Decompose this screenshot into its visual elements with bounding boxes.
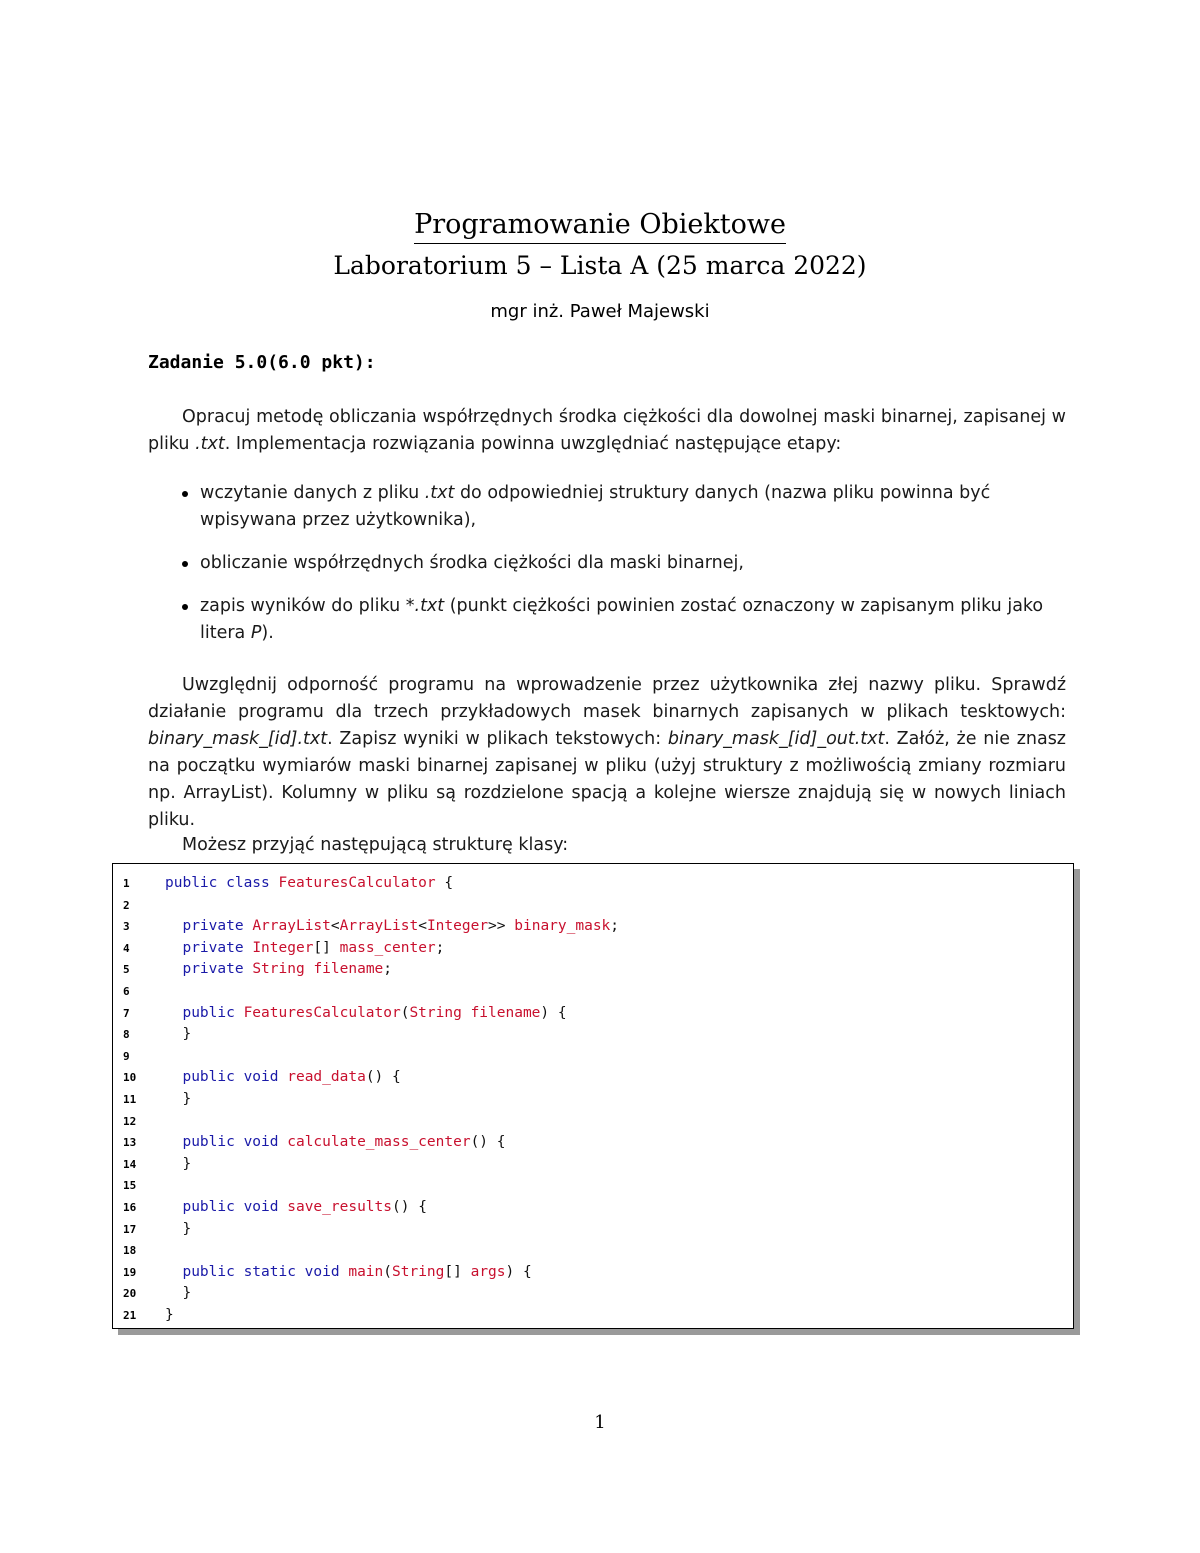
line-number: 7 [123, 1006, 130, 1020]
author: mgr inż. Paweł Majewski [490, 301, 710, 322]
code-line: 10 public void read_data() { [113, 1067, 1073, 1089]
code-line: 8 } [113, 1024, 1073, 1046]
list-item: zapis wyników do pliku *.txt (punkt ciężkości powinien zostać oznaczony w zapisanym pliku jako litera P). [148, 593, 1066, 647]
code-line: 7 public FeaturesCalculator(String filename) { [113, 1003, 1073, 1025]
line-number: 19 [123, 1265, 137, 1279]
line-number: 10 [123, 1071, 137, 1085]
code-line [113, 895, 1073, 917]
code-line: 11 } [113, 1089, 1073, 1111]
code-line: 17 } [113, 1219, 1073, 1241]
code-line [113, 1240, 1073, 1262]
structure-intro-paragraph: Możesz przyjąć następującą strukturę klasy: [182, 835, 569, 855]
line-number: 5 [123, 963, 130, 977]
task-heading: Zadanie 5.0(6.0 pkt): [148, 352, 376, 373]
line-number: 16 [123, 1200, 137, 1214]
line-number: 15 [123, 1179, 137, 1193]
code-line: 1 public class FeaturesCalculator { [113, 873, 1073, 895]
line-number: 20 [123, 1287, 137, 1301]
line-number: 11 [123, 1092, 137, 1106]
line-number: 4 [123, 941, 130, 955]
code-line: 5 private String filename; [113, 959, 1073, 981]
code-line [113, 1175, 1073, 1197]
code-line [113, 981, 1073, 1003]
line-number: 6 [123, 984, 130, 998]
list-item: obliczanie współrzędnych środka ciężkości dla maski binarnej, [148, 550, 1066, 577]
list-item: wczytanie danych z pliku .txt do odpowiedniej struktury danych (nazwa pliku powinna być wpisywana przez użytkownika), [148, 480, 1066, 534]
line-number: 18 [123, 1244, 137, 1258]
code-line: 4 private Integer[] mass_center; [113, 938, 1073, 960]
line-number: 14 [123, 1157, 137, 1171]
line-number: 17 [123, 1222, 137, 1236]
line-number: 13 [123, 1136, 137, 1150]
task-intro-paragraph: Opracuj metodę obliczania współrzędnych środka ciężkości dla dowolnej maski binarnej, zapisanej w pliku .txt. Implementacja rozwiązania powinna uwzględniać następujące etapy: [148, 407, 1066, 454]
line-number: 21 [123, 1308, 137, 1322]
code-line: 19 public static void main(String[] args) { [113, 1262, 1073, 1284]
line-number: 8 [123, 1028, 130, 1042]
document-title: Programowanie Obiektowe [414, 208, 786, 244]
line-number: 9 [123, 1049, 130, 1063]
code-line [113, 1111, 1073, 1133]
line-number: 1 [123, 877, 130, 890]
code-line [113, 1046, 1073, 1068]
requirements-paragraph: Uwzględnij odporność programu na wprowadzenie przez użytkownika złej nazwy pliku. Sprawdź działanie programu dla trzech przykładowych masek binarnych zapisanych w plikach tesktowych: binary_mask_[id].txt. Zapisz wyniki w plikach tekstowych: binary_mask_[id]_out.txt. Załóż, że nie znasz na początku wymiarów maski binarnej zapisanej w pliku (użyj struktury z możliwością zmiany rozmiaru np. ArrayList). Kolumny w pliku są rozdzielone spacją a kolejne wiersze znajdują się w nowych liniach pliku. [148, 675, 1066, 830]
line-number: 3 [123, 920, 130, 934]
task-steps-list [148, 480, 1066, 663]
code-line: 3 private ArrayList<ArrayList<Integer>> binary_mask; [113, 916, 1073, 938]
code-line: 16 public void save_results() { [113, 1197, 1073, 1219]
document-subtitle: Laboratorium 5 – Lista A (25 marca 2022) [333, 251, 867, 280]
line-number: 12 [123, 1114, 137, 1128]
line-number: 2 [123, 898, 130, 912]
code-line: 20 } [113, 1283, 1073, 1305]
code-line: 13 public void calculate_mass_center() { [113, 1132, 1073, 1154]
code-line: 14 } [113, 1154, 1073, 1176]
code-listing [112, 863, 1074, 1329]
page-number: 1 [594, 1412, 606, 1433]
title-block [0, 208, 1200, 282]
code-line: 21 } [113, 1305, 1073, 1327]
